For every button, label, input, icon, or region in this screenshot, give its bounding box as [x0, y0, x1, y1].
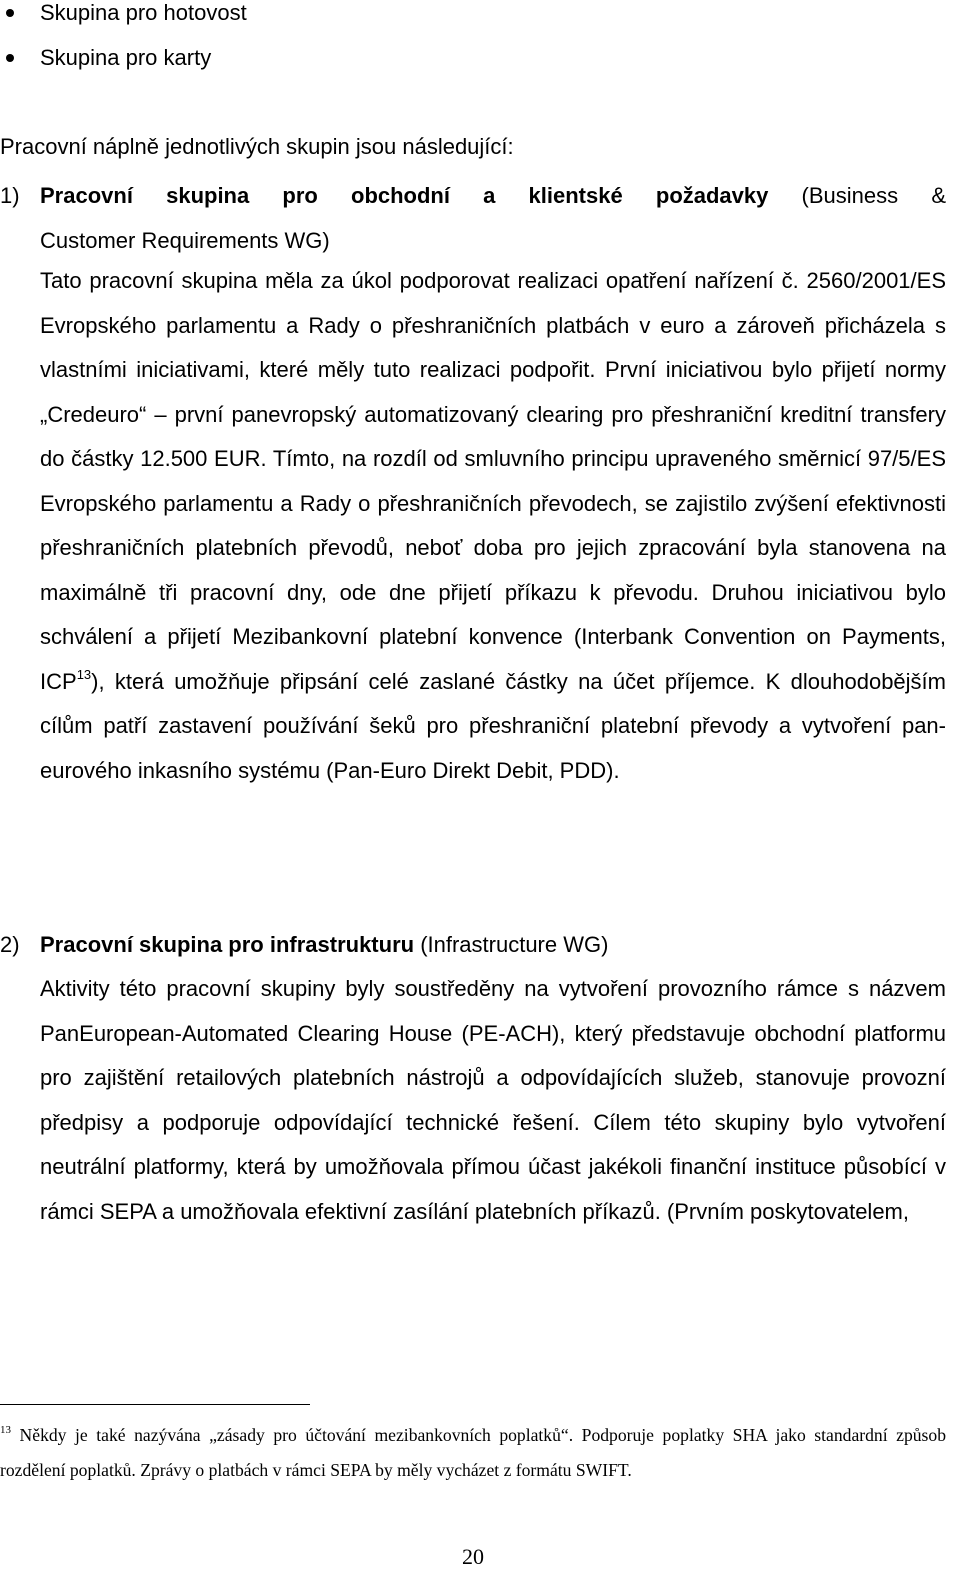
bullet-icon	[6, 9, 14, 17]
item-number: 1)	[0, 183, 20, 208]
bullet-icon	[6, 54, 14, 62]
section-paragraph: Tato pracovní skupina měla za úkol podporovat realizaci opatření nařízení č. 2560/2001/ES Evropského parlamentu a Rady o přeshraničních platbách v euro a zároveň přicházela s vlastními iniciativami, které měly tuto realizaci podpořit. První iniciativou bylo přijetí normy „Credeuro“ – první panevropský automatizovaný clearing pro přeshraniční kreditní transfery do částky 12.500 EUR. Tímto, na rozdíl od smluvního principu upraveného směrnicí 97/5/ES Evropského parlamentu a Rady o přeshraničních převodech, se zajistilo zvýšení efektivnosti přeshraničních platebních převodů, neboť doba pro jejich zpracování byla stanovena na maximálně tři pracovní dny, ode dne přijetí příkazu k převodu. Druhou iniciativou bylo schválení a přijetí Mezibankovní platební konvence (Interbank Convention on Payments, ICP$^{13}$), která umožňuje připsání celé zaslané částky na účet příjemce. K dlouhodobějším cílům patří zastavení používání šeků pro přeshraniční platební převody a vytvoření pan-eurového inkasního systému (Pan-Euro Direkt Debit, PDD).	[40, 268, 946, 783]
intro-text: Pracovní náplně jednotlivých skupin jsou následující:	[0, 134, 514, 159]
list-item: Skupina pro karty	[0, 41, 960, 86]
section-title: Pracovní skupina pro obchodní a klientské požadavky	[40, 183, 769, 208]
working-group-1	[0, 174, 946, 793]
working-group-2	[0, 928, 946, 1234]
item-number: 2)	[0, 932, 20, 957]
footnote: $^{13}$ Někdy je také nazývána „zásady pro účtování mezibankovních poplatků“. Podporuje poplatky SHA jako standardní způsob rozdělení poplatků. Zprávy o platbách v rámci SEPA by měly vycházet z formátu SWIFT.	[0, 1424, 946, 1480]
section-paragraph: Aktivity této pracovní skupiny byly soustředěny na vytvoření provozního rámce s názvem PanEuropean-Automated Clearing House (PE-ACH), který představuje obchodní platformu pro zajištění retailových platebních nástrojů a odpovídajících služeb, stanovuje provozní předpisy a podporuje odpovídající technické řešení. Cílem této skupiny bylo vytvoření neutrální platformy, která by umožňovala přímou účast jakékoli finanční instituce působící v rámci SEPA a umožňovala efektivní zasílání platebních příkazů. (Prvním poskytovatelem,	[40, 976, 946, 1224]
section-heading: 1) Pracovní skupina pro obchodní a klientské požadavky (Business & Customer Requirements WG)	[0, 174, 946, 263]
footnote-divider	[0, 1404, 310, 1405]
page-number: 20	[462, 1544, 484, 1569]
section-title-suffix: Customer Requirements WG)	[40, 227, 330, 253]
list-item: Skupina pro hotovost	[0, 0, 960, 41]
bullet-list	[0, 0, 960, 86]
section-heading: 2) Pracovní skupina pro infrastrukturu (Infrastructure WG)	[0, 928, 946, 962]
footnote-reference[interactable]: 13	[76, 666, 92, 682]
footnote-number: 13	[0, 1424, 11, 1436]
section-title: Pracovní skupina pro infrastrukturu	[40, 932, 415, 957]
